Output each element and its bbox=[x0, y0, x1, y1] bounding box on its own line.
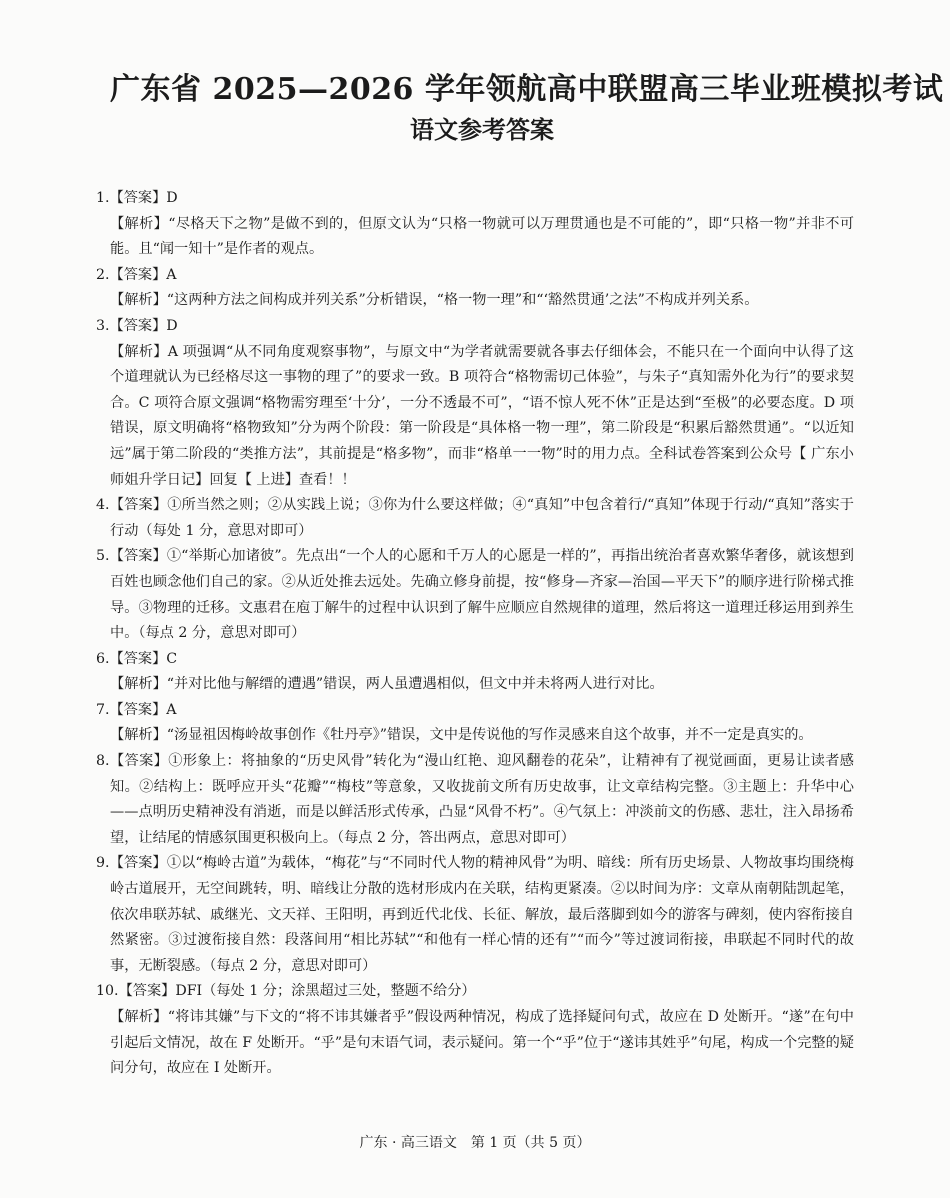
answer-line bbox=[96, 493, 854, 544]
answer-key-subtitle: 语文参考答案 bbox=[410, 116, 554, 144]
answer-text: 【答案】①“举斯心加诸彼”。先点出“一个人的心愿和千万人的心愿是一样的”，再指出统治者喜欢繁华奢侈，就该想到百姓也顾念他们自己的家。②从近处推去远处。先确立修身前提，按“修身—齐家—治国—平天下”的顺序进行阶梯式推导。③物理的迁移。文惠君在庖丁解牛的过程中认识到了解牛应顺应自然规律的道理，然后将这一道理迁移运用到养生中。（每点 2 分，意思对即可） bbox=[109, 548, 854, 642]
answer-item bbox=[96, 493, 854, 544]
answer-text: 【答案】①以“梅岭古道”为载体，“梅花”与“不同时代人物的精神风骨”为明、暗线：所有历史场景、人物故事均围绕梅岭古道展开，无空间跳转，明、暗线让分散的选材形成内在关联，结构更紧凑。②以时间为序：文章从南朝陆凯起笔，依次串联苏轼、戚继光、文天祥、王阳明，再到近代北伐、长征、解放，最后落脚到如今的游客与碑刻，使内容衔接自然紧密。③过渡衔接自然：段落间用“相比苏轼”“和他有一样心情的还有”“而今”等过渡词衔接，串联起不同时代的故事，无断裂感。（每点 2 分，意思对即可） bbox=[109, 855, 854, 974]
explanation-text: 【解析】“将讳其嫌”与下文的“将不讳其嫌者乎”假设两种情况，构成了选择疑问句式，故应在 D 处断开。“遂”在句中引起后文情况，故在 F 处断开。“乎”是句末语气词，表示疑问。第一个“乎”位于“遂讳其姓乎”句尾，构成一个完整的疑问分句，故应在 I 处断开。 bbox=[110, 1009, 854, 1077]
answer-line bbox=[96, 698, 854, 724]
question-number: 10. bbox=[96, 983, 119, 1000]
answer-item bbox=[96, 698, 854, 749]
answer-item bbox=[96, 647, 854, 698]
explanation-text: 【解析】“这两种方法之间构成并列关系”分析错误，“格一物一理”和“‘豁然贯通’之法”不构成并列关系。 bbox=[110, 292, 759, 309]
answer-item bbox=[96, 851, 854, 979]
explanation-text: 【解析】“汤显祖因梅岭故事创作《牡丹亭》”错误，文中是传说他的写作灵感来自这个故事，并不一定是真实的。 bbox=[110, 727, 813, 744]
answer-item bbox=[96, 979, 854, 1081]
answer-line bbox=[96, 544, 854, 646]
answer-item bbox=[96, 749, 854, 851]
answer-item bbox=[96, 263, 854, 314]
explanation-text: 【解析】A 项强调“从不同角度观察事物”，与原文中“为学者就需要就各事去仔细体会，不能只在一个面向中认得了这个道理就认为已经格尽这一事物的理了”的要求一致。B 项符合“格物需切己体验”，与朱子“真知需外化为行”的要求契合。C 项符合原文强调“格物需穷理至‘十分’，一分不透最不可”，“语不惊人死不休”正是达到“至极”的必要态度。D 项错误，原文明确将“格物致知”分为两个阶段：第一阶段是“具体格一物一理”，第二阶段是“积累后豁然贯通”。“以近知远”属于第二阶段的“类推方法”，其前提是“格多物”，而非“格单一一物”时的用力点。全科试卷答案到公众号【 广东小师姐升学日记】回复【 上进】查看！！ bbox=[110, 343, 854, 488]
question-number: 4. bbox=[96, 497, 110, 514]
question-number: 1. bbox=[96, 190, 110, 206]
explanation-text: 【解析】“尽格天下之物”是做不到的，但原文认为“只格一物就可以万理贯通也是不可能的”，即“只格一物”并非不可能。且“闻一知十”是作者的观点。 bbox=[110, 215, 854, 258]
answer-line bbox=[96, 749, 854, 851]
question-number: 7. bbox=[96, 701, 110, 718]
answer-item bbox=[96, 186, 854, 263]
question-number: 5. bbox=[96, 548, 110, 565]
answer-text: 【答案】DFI（每处 1 分；涂黑超过三处，整题不给分） bbox=[118, 983, 476, 1000]
question-number: 8. bbox=[96, 753, 110, 770]
answer-list bbox=[96, 186, 854, 1082]
page-footer: 广东 · 高三语文 第 1 页（共 5 页） bbox=[359, 1135, 591, 1151]
answer-text: 【答案】①形象上：将抽象的“历史风骨”转化为“漫山红艳、迎风翻卷的花朵”，让精神有了视觉画面，更易让读者感知。②结构上：既呼应开头“花瓣”“梅枝”等意象，又收拢前文所有历史故事，让文章结构完整。③主题上：升华中心——点明历史精神没有消逝，而是以鲜活形式传承，凸显“风骨不朽”。④气氛上：冲淡前文的伤感、悲壮，注入昂扬希望，让结尾的情感氛围更积极向上。（每点 2 分，答出两点，意思对即可） bbox=[109, 753, 854, 846]
question-number: 3. bbox=[96, 317, 110, 334]
answer-line bbox=[96, 647, 854, 673]
answer-text: 【答案】①所当然之则；②从实践上说；③你为什么要这样做；④“真知”中包含着行/“真知”体现于行动/“真知”落实于行动（每处 1 分，意思对即可） bbox=[109, 497, 854, 539]
question-number: 6. bbox=[96, 650, 110, 667]
answer-line bbox=[96, 851, 854, 979]
question-number: 2. bbox=[96, 266, 110, 283]
explanation-text: 【解析】“并对比他与解缙的遭遇”错误，两人虽遭遇相似，但文中并未将两人进行对比。 bbox=[110, 676, 664, 693]
answer-text: 【答案】D bbox=[109, 190, 178, 206]
answer-text: 【答案】A bbox=[109, 701, 177, 718]
answer-line bbox=[96, 979, 854, 1005]
answer-text: 【答案】C bbox=[109, 650, 178, 667]
answer-text: 【答案】A bbox=[109, 266, 177, 283]
answer-line bbox=[96, 186, 854, 212]
answer-line bbox=[96, 314, 854, 340]
exam-title: 广东省 2025—2026 学年领航高中联盟高三毕业班模拟考试 bbox=[110, 72, 944, 107]
answer-item bbox=[96, 544, 854, 646]
answer-item bbox=[96, 314, 854, 493]
answer-text: 【答案】D bbox=[109, 317, 178, 334]
question-number: 9. bbox=[96, 855, 110, 872]
answer-line bbox=[96, 263, 854, 289]
